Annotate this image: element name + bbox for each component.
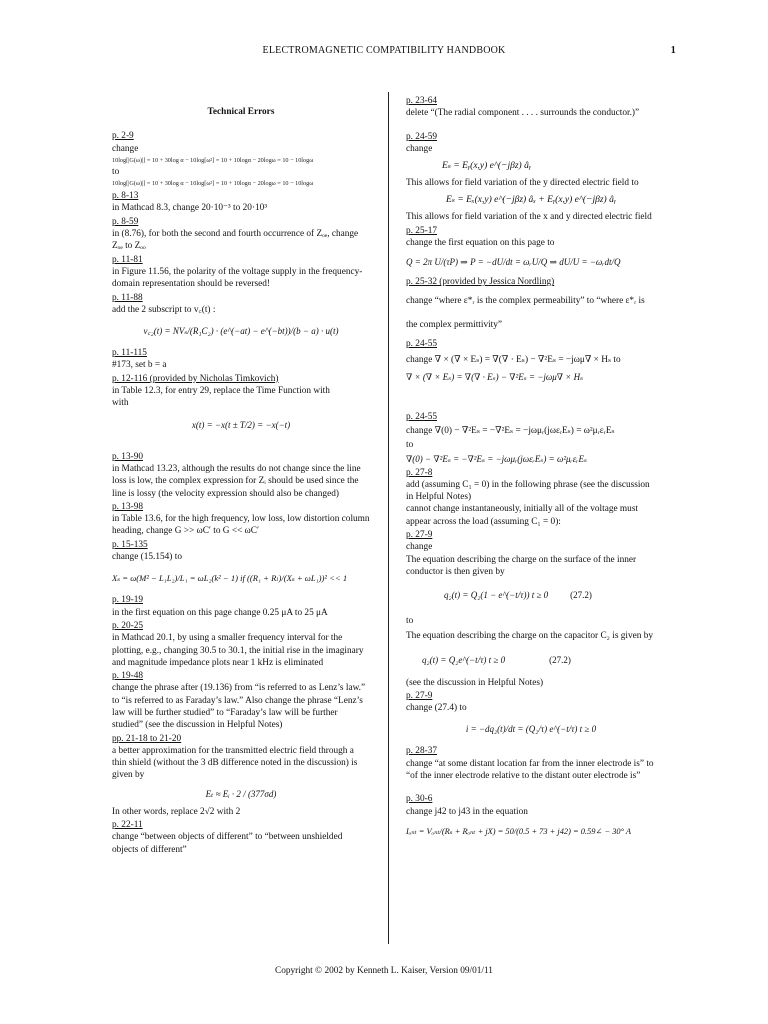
erratum-ref: p. 30-6 <box>406 794 433 805</box>
equation: ∇ × (∇ × Eₛ) = ∇(∇ · Eₛ) − ∇²Eₛ = −jωμ∇ × Hₛ <box>406 371 584 382</box>
erratum-text: in Mathcad 20.1, by using a smaller frequency interval for the plotting, e.g., changing 30.5 to 30.1, the initial rise in the imaginary and magnitude impedance plots near 1 kHz is eliminated <box>112 633 364 668</box>
erratum-ref: p. 11-81 <box>112 254 143 265</box>
erratum-text: This allows for field variation of the y directed electric field to <box>406 178 639 189</box>
equation: 10log[|G(ω)|] = 10 + 30log α − 10log[ω²] = 10 + 10logα − 20logω = 10 − 10logω <box>112 156 314 164</box>
erratum-text: in (8.76), for both the second and fourth occurrence of Zₒₑ, change Zₒₑ to Zₒₒ <box>112 229 359 252</box>
erratum-text: change j42 to j43 in the equation <box>406 806 528 817</box>
erratum-text: in Mathcad 8.3, change 20·10⁻³ to 20·10³ <box>112 203 268 214</box>
erratum-text: a better approximation for the transmitted electric field through a thin shield (without the 3 dB difference noted in the discussion) is given by <box>112 745 358 781</box>
spacer <box>406 120 656 130</box>
erratum-ref: p. 8-59 <box>112 216 139 227</box>
erratum-text: to <box>406 440 414 451</box>
equation: v꜀₂(t) = NVₛ/(R₁C₂) · (e^(−at) − e^(−bt))/(b − a) · u(t) <box>143 326 339 337</box>
erratum-text: change the phrase after (19.136) from “is referred to as Lenz’s law.” to “is referred to as Faraday’s law.” Also change the phrase “Lenz’s law will be further studied” to “Faraday’s law will be further studied” (see the discussion in Helpful Notes) <box>112 683 366 731</box>
erratum-text: The equation describing the charge on the surface of the inner conductor is then given by <box>406 554 637 577</box>
erratum-ref: p. 11-88 <box>112 292 143 303</box>
erratum-text: add (assuming C₁ = 0) in the following phrase (see the discussion in Helpful Notes) <box>406 479 650 503</box>
erratum-text: (see the discussion in Helpful Notes) <box>406 677 544 688</box>
equation: Xₛ = ω(M² − L₁L₂)/L₁ = ωL₂(k² − 1) if ((R₁ + Rₗ)/(Xₛ + ωL₁))² << 1 <box>112 573 348 584</box>
erratum-text: in Mathcad 13.23, although the results do not change since the line loss is low, the complex expression for Zᵢ should be used since the line is lossy (the velocity expression should also be changed) <box>112 463 361 499</box>
erratum-ref: p. 23-64 <box>406 96 437 106</box>
erratum-ref: p. 27-9 <box>406 530 433 541</box>
erratum-text: in the first equation on this page change 0.25 μA to 25 μA <box>112 607 328 618</box>
page-number: 1 <box>670 45 676 56</box>
erratum-ref: p. 11-115 <box>112 348 147 359</box>
erratum-ref: p. 8-13 <box>112 191 139 202</box>
equation-body: q₂(t) = Q₂e^(−t/τ) t ≥ 0 <box>422 654 506 665</box>
footer-copyright: Copyright © 2002 by Kenneth L. Kaiser, Version 09/01/11 <box>275 966 493 976</box>
equation: Eₛ = Eᵧ(x,y) e^(−jβz) âᵧ <box>442 161 532 172</box>
erratum-ref: p. 27-8 <box>406 467 433 478</box>
erratum-text: In other words, replace 2√2 with 2 <box>112 806 241 817</box>
erratum-text: change “between objects of different” to “between unshielded objects of different” <box>112 832 343 855</box>
left-column <box>112 94 370 856</box>
erratum-text: The equation describing the charge on the capacitor C₂ is given by <box>406 631 654 642</box>
erratum-ref: p. 13-98 <box>112 501 143 512</box>
erratum-ref: p. 22-11 <box>112 820 143 831</box>
header-title: ELECTROMAGNETIC COMPATIBILITY HANDBOOK <box>262 45 506 56</box>
erratum-text: change ∇ × (∇ × Eₛ) = ∇(∇ · Eₛ) − ∇²Eₛ = −jωμ∇ × Hₛ to <box>406 354 621 365</box>
erratum-text: This allows for field variation of the x and y directed electric field <box>406 212 652 223</box>
equation: i = −dq₂(t)/dt = (Q₂/τ) e^(−t/τ) t ≥ 0 <box>465 724 597 735</box>
erratum-ref: p. 24-55 <box>406 411 437 422</box>
equation: Q = 2π U/(τP) ⇒ P = −dU/dt = ωᵣU/Q ⇒ dU/U = −ωᵣdt/Q <box>406 257 621 268</box>
erratum-ref: p. 25-32 (provided by Jessica Nordling) <box>406 277 555 288</box>
erratum-text: change <box>406 143 433 154</box>
erratum-ref: pp. 21-18 to 21-20 <box>112 733 182 744</box>
equation: Iₐₙₜ = Vₐₙₜ/(Rₛ + Rₐₙₜ + jX) = 50/(0.5 + 73 + j42) = 0.59∠ − 30° A <box>406 826 632 836</box>
erratum-text: change the first equation on this page to <box>406 238 555 249</box>
equation-number: (27.2) <box>549 654 571 665</box>
erratum-text: in Table 13.6, for the high frequency, low loss, low distortion column heading, change G >> ωC′ to G << ωC′ <box>112 514 370 537</box>
erratum-text: add the 2 subscript to v꜀(t) : <box>112 304 216 315</box>
erratum-ref: p. 12-116 (provided by Nicholas Timkovich) <box>112 373 279 384</box>
spacer <box>406 384 656 410</box>
right-column <box>406 94 656 846</box>
erratum-ref: p. 2-9 <box>112 131 134 142</box>
erratum-ref: p. 20-25 <box>112 620 143 631</box>
erratum-ref: p. 24-55 <box>406 338 437 349</box>
equation-number: (27.2) <box>570 590 592 601</box>
erratum-ref: p. 19-19 <box>112 595 143 606</box>
erratum-ref: p. 25-17 <box>406 225 437 236</box>
equation: ∇(0) − ∇²Eₛ = −∇²Eₛ = −jωμᵣ(jωεᵣEₛ) = ω²μᵣεᵣEₛ <box>406 453 588 464</box>
erratum-text: change <box>112 143 139 154</box>
equation: 10log[|G(ω)|] = 10 + 30log α − 10log[ω²] = 10 + 10logα − 20logω = 10 − 10logω <box>112 180 314 188</box>
erratum-text: to <box>406 616 414 627</box>
erratum-text: with <box>112 398 129 409</box>
equation-body: q₂(t) = Q₂(1 − e^(−t/τ)) t ≥ 0 <box>444 590 549 601</box>
erratum-ref: p. 15-135 <box>112 539 148 550</box>
equation: Eₜ ≈ Eᵢ · 2 / (377σd) <box>205 788 277 799</box>
equation <box>406 643 656 677</box>
erratum-ref: p. 27-9 <box>406 690 433 701</box>
erratum-text: change (27.4) to <box>406 703 467 714</box>
erratum-text: cannot change instantaneously, initially all of the voltage must appear across the load (assuming C₁ = 0): <box>406 504 639 527</box>
erratum-text: in Figure 11.56, the polarity of the voltage supply in the frequency-domain representation should be reversed! <box>112 266 363 290</box>
erratum-text: change (15.154) to <box>112 552 182 563</box>
erratum-ref: p. 13-90 <box>112 451 143 462</box>
erratum-ref: p. 19-48 <box>112 671 143 682</box>
column-divider <box>388 92 389 944</box>
spacer <box>406 782 656 792</box>
equation <box>406 578 656 612</box>
spacer <box>112 440 370 450</box>
erratum-text: in Table 12.3, for entry 29, replace the Time Function with <box>112 386 330 397</box>
erratum-text: change <box>406 542 433 553</box>
erratum-text: change “at some distant location far from the inner electrode is” to “of the inner electrode relative to the distant outer electrode is” <box>406 758 654 782</box>
erratum-ref: p. 24-59 <box>406 131 437 142</box>
erratum-text: delete “(The radial component . . . . surrounds the conductor.)” <box>406 108 640 119</box>
equation: Eₛ = Eₓ(x,y) e^(−jβz) âₓ + Eᵧ(x,y) e^(−jβz) âᵧ <box>445 195 617 206</box>
section-title: Technical Errors <box>207 107 275 117</box>
erratum-text: change ∇(0) − ∇²Eₛ = −∇²Eₛ = −jωμᵣ(jωεᵣEₛ) = ω²μᵣεᵣEₛ <box>406 426 615 437</box>
erratum-text: #173, set b = a <box>112 360 167 371</box>
erratum-text: change “where ε*ᵣ is the complex permeability” to “where ε*ᵣ is the complex permittivity” <box>406 295 645 330</box>
erratum-text: to <box>112 166 120 177</box>
equation: x(t) = −x(t ± T/2) = −x(−t) <box>191 419 291 430</box>
erratum-ref: p. 28-37 <box>406 746 437 757</box>
